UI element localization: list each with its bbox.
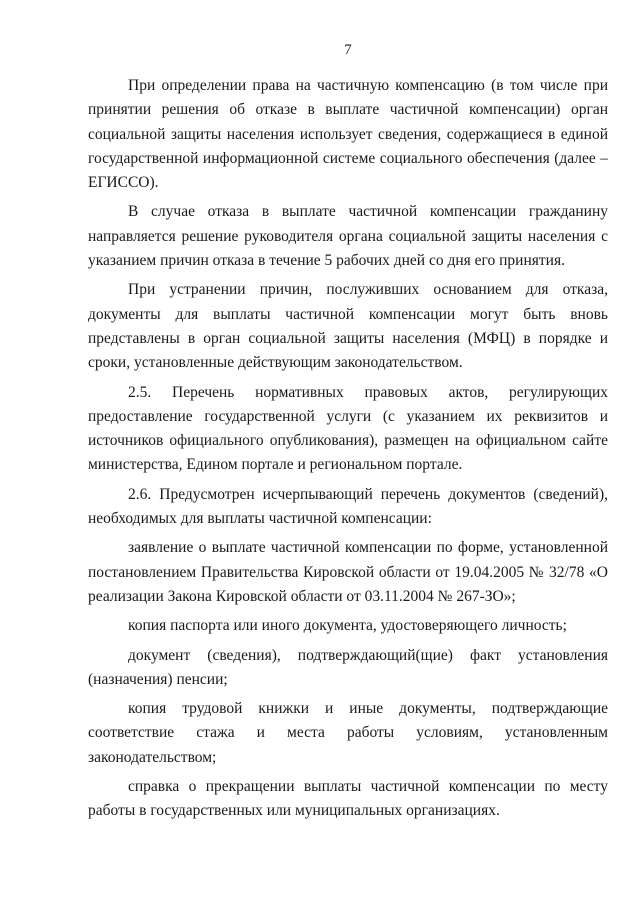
paragraph-egisso-info: При определении права на частичную компенсацию (в том числе при принятии решения об отказе в выплате частичной компенсации) орган социальной защиты населения использует сведения, содержащиеся в единой государственной информационной системе социального обеспечения (далее – ЕГИССО). — [88, 77, 608, 192]
paragraph-resubmission: При устранении причин, послуживших основанием для отказа, документы для выплаты частичной компенсации могут быть вновь представлены в орган социальной защиты населения (МФЦ) в порядке и сроки, установленные действующим законодательством. — [88, 281, 608, 372]
page-number: 7 — [344, 42, 352, 58]
list-item-pension-document: документ (сведения), подтверждающий(щие) факт установления (назначения) пенсии; — [88, 646, 608, 688]
document-body — [88, 74, 608, 824]
list-item-application: заявление о выплате частичной компенсации по форме, установленной постановлением Правительства Кировской области от 19.04.2005 № 32/78 «О реализации Закона Кировской области от 03.11.2004 № 267-ЗО»; — [88, 539, 608, 605]
list-item-termination-certificate: справка о прекращении выплаты частичной компенсации по месту работы в государственных или муниципальных организациях. — [88, 778, 608, 820]
paragraph-section-2-5: 2.5. Перечень нормативных правовых актов, регулирующих предоставление государственной услуги (с указанием их реквизитов и источников официального опубликования), размещен на официальном сайте министерства, Едином портале и региональном портале. — [88, 383, 608, 474]
paragraph-section-2-6: 2.6. Предусмотрен исчерпывающий перечень документов (сведений), необходимых для выплаты частичной компенсации: — [88, 485, 608, 528]
paragraph-refusal-decision: В случае отказа в выплате частичной компенсации гражданину направляется решение руководителя органа социальной защиты населения с указанием причин отказа в течение 5 рабочих дней со дня его принятия. — [88, 203, 608, 270]
list-item-work-record: копия трудовой книжки и иные документы, подтверждающие соответствие стажа и места работы условиям, установленным законодательством; — [88, 700, 608, 766]
list-item-passport-copy: копия паспорта или иного документа, удостоверяющего личность; — [128, 617, 567, 635]
